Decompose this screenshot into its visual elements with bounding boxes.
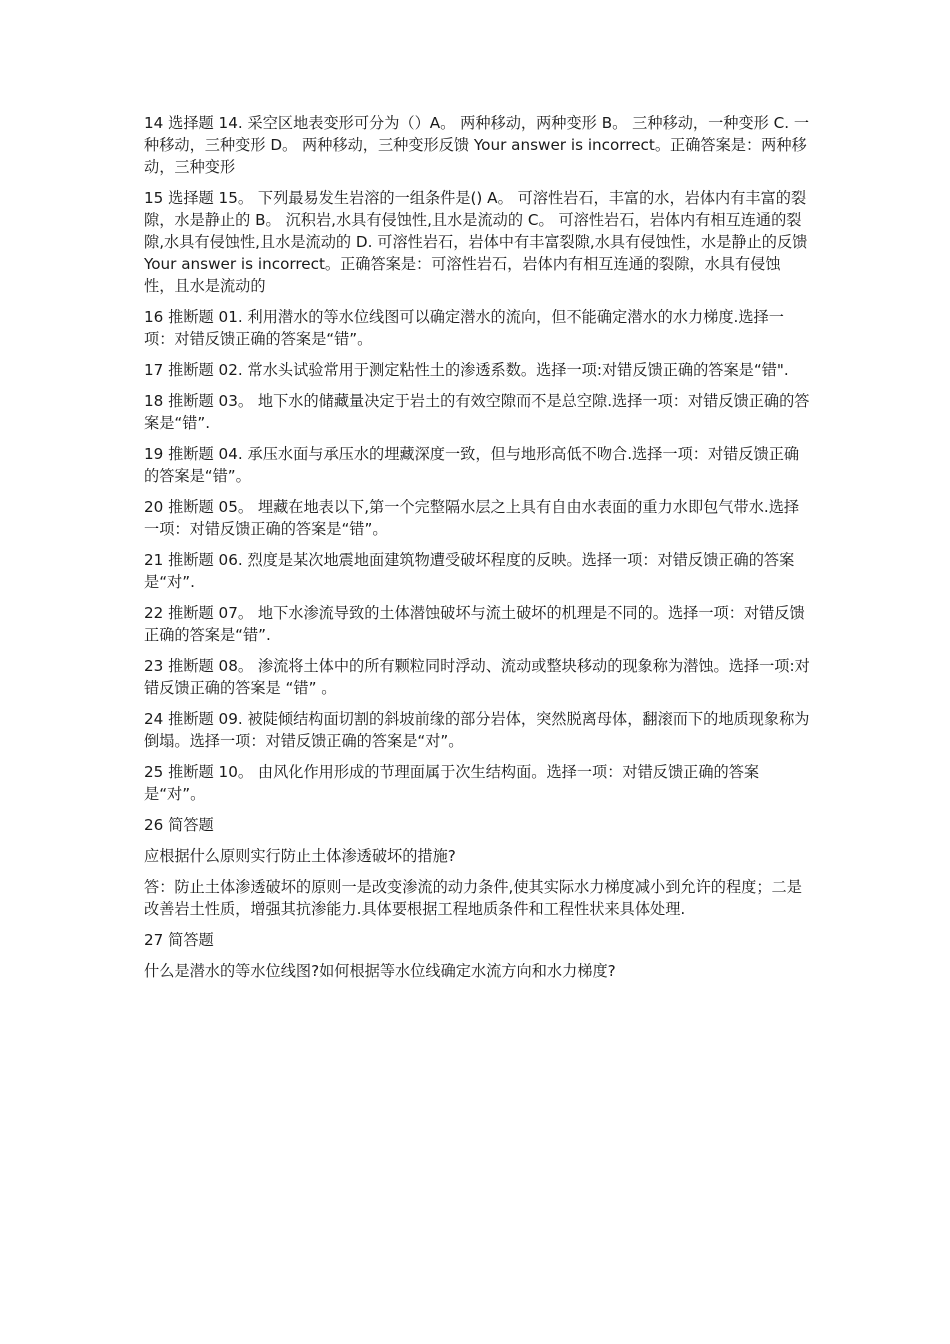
question-15: 15 选择题 15。 下列最易发生岩溶的一组条件是() A。 可溶性岩石，丰富的水，岩体内有丰富的裂隙，水是静止的 B。 沉积岩,水具有侵蚀性,且水是流动的 C。 可溶性岩石，岩体内有相互连通的裂隙,水具有侵蚀性,且水是流动的 D. 可溶性岩石，岩体中有丰富裂隙,水具有侵蚀性，水是静止的反馈 Your answer is incorrect。正确答案是：可溶性岩石，岩体内有相互连通的裂隙，水具有侵蚀性，且水是流动的 <box>144 189 808 295</box>
question-22: 22 推断题 07。 地下水渗流导致的土体潜蚀破坏与流土破坏的机理是不同的。选择一项：对错反馈正确的答案是“错”. <box>144 604 805 644</box>
question-18: 18 推断题 03。 地下水的储藏量决定于岩土的有效空隙而不是总空隙.选择一项：对错反馈正确的答案是“错”. <box>144 392 810 432</box>
question-17: 17 推断题 02. 常水头试验常用于测定粘性土的渗透系数。选择一项:对错反馈正确的答案是“错". <box>144 361 789 379</box>
document-body <box>144 112 810 991</box>
question-27-heading: 27 简答题 <box>144 931 214 949</box>
question-27-prompt: 什么是潜水的等水位线图?如何根据等水位线确定水流方向和水力梯度? <box>144 962 616 980</box>
question-24: 24 推断题 09. 被陡倾结构面切割的斜坡前缘的部分岩体，突然脱离母体，翻滚而下的地质现象称为倒塌。选择一项：对错反馈正确的答案是“对”。 <box>144 710 810 750</box>
question-16: 16 推断题 01. 利用潜水的等水位线图可以确定潜水的流向，但不能确定潜水的水力梯度.选择一项：对错反馈正确的答案是“错”。 <box>144 308 784 348</box>
question-26-answer: 答：防止土体渗透破坏的原则一是改变渗流的动力条件,使其实际水力梯度减小到允许的程度；二是改善岩土性质，增强其抗渗能力.具体要根据工程地质条件和工程性状来具体处理. <box>144 878 802 918</box>
question-26-prompt: 应根据什么原则实行防止土体渗透破坏的措施? <box>144 847 456 865</box>
question-25: 25 推断题 10。 由风化作用形成的节理面属于次生结构面。选择一项：对错反馈正确的答案是“对”。 <box>144 763 760 803</box>
question-19: 19 推断题 04. 承压水面与承压水的埋藏深度一致，但与地形高低不吻合.选择一项：对错反馈正确的答案是“错”。 <box>144 445 800 485</box>
question-14: 14 选择题 14. 采空区地表变形可分为（）A。 两种移动，两种变形 B。 三种移动，一种变形 C. 一种移动，三种变形 D。 两种移动，三种变形反馈 Your answer is incorrect。正确答案是：两种移动，三种变形 <box>144 114 810 176</box>
question-20: 20 推断题 05。 埋藏在地表以下,第一个完整隔水层之上具有自由水表面的重力水即包气带水.选择一项：对错反馈正确的答案是“错”。 <box>144 498 800 538</box>
question-26-heading: 26 简答题 <box>144 816 214 834</box>
question-21: 21 推断题 06. 烈度是某次地震地面建筑物遭受破坏程度的反映。选择一项：对错反馈正确的答案是“对”. <box>144 551 795 591</box>
question-23: 23 推断题 08。 渗流将土体中的所有颗粒同时浮动、流动或整块移动的现象称为潜蚀。选择一项:对错反馈正确的答案是 “错” 。 <box>144 657 810 697</box>
